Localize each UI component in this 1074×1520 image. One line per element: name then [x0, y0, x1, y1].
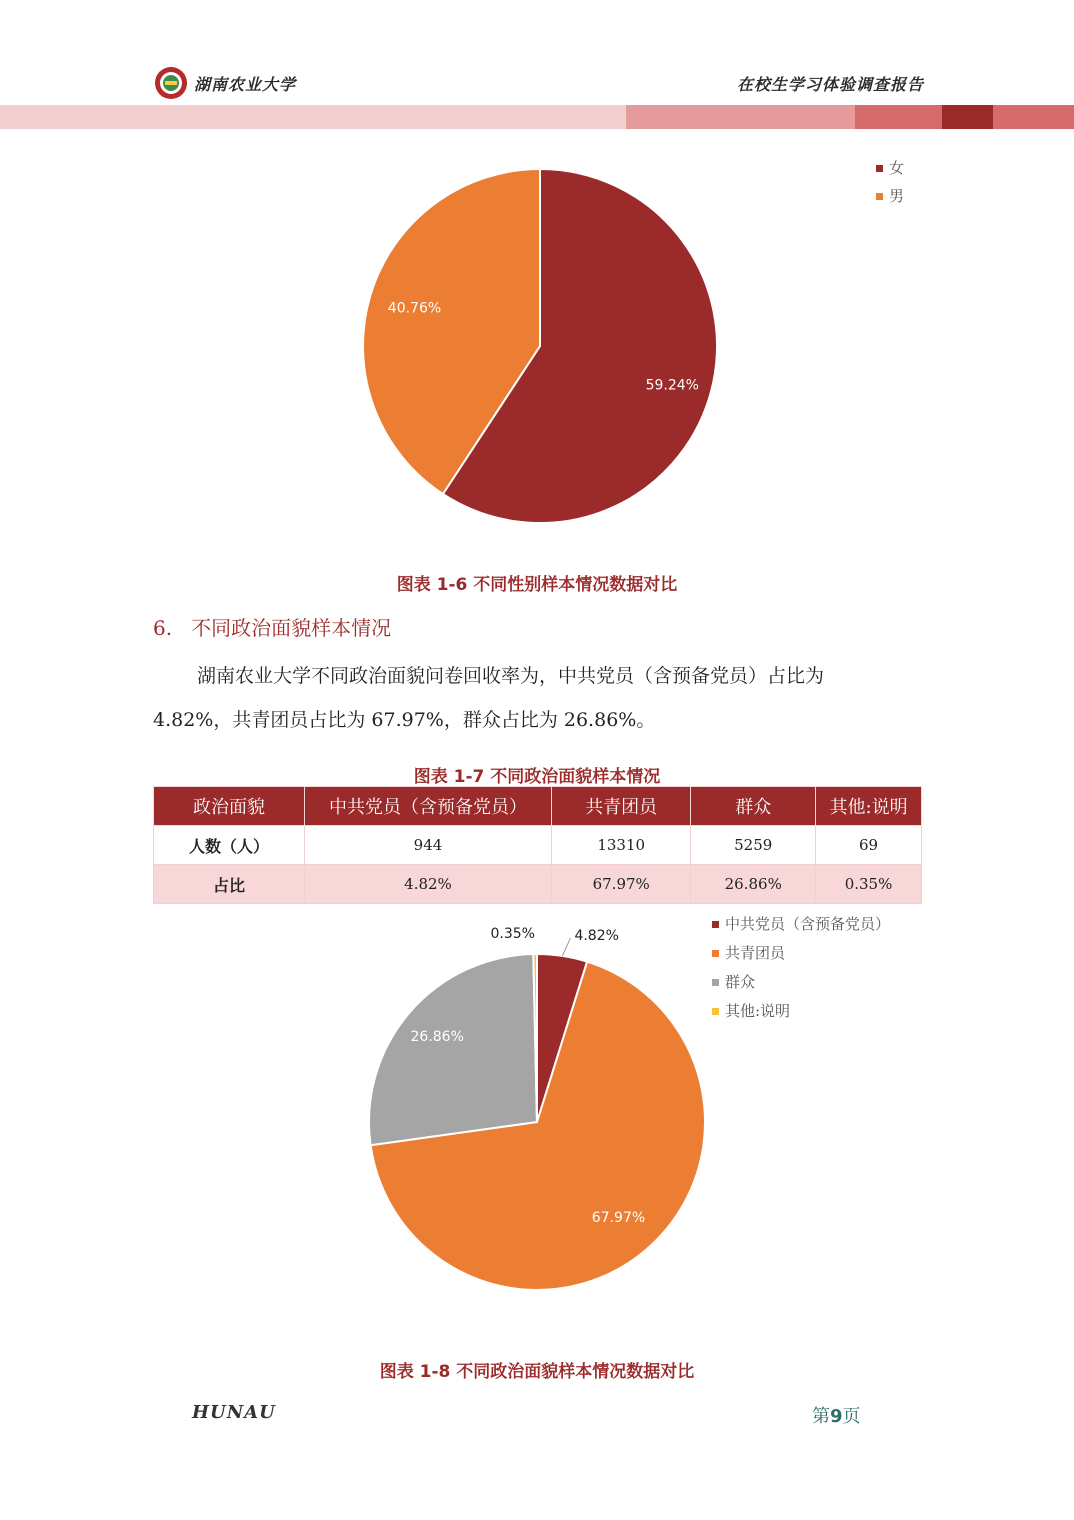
table-header-cell: 群众	[691, 787, 816, 826]
legend-label: 共青团员	[725, 944, 786, 962]
pie-data-label: 26.86%	[410, 1029, 464, 1046]
table-cell: 26.86%	[691, 865, 816, 904]
table-cell: 67.97%	[552, 865, 691, 904]
header-band-2	[626, 105, 855, 129]
pie-slice	[369, 954, 537, 1145]
legend-label: 中共党员（含预备党员）	[725, 915, 891, 933]
legend-item-masses	[712, 968, 890, 997]
legend-swatch	[712, 950, 719, 957]
legend-swatch	[712, 1008, 719, 1015]
report-title: 在校生学习体验调查报告	[736, 75, 924, 94]
paragraph-line-2: 4.82%，共青团员占比为 67.97%，群众占比为 26.86%。	[153, 709, 656, 731]
legend-label: 女	[889, 159, 905, 177]
political-legend	[712, 910, 890, 1026]
header-band-3	[855, 105, 942, 129]
table-cell: 69	[816, 826, 922, 865]
table-caption: 图表 1-7 不同政治面貌样本情况	[413, 767, 661, 787]
table-row	[154, 865, 922, 904]
table-cell: 4.82%	[304, 865, 551, 904]
university-name: 湖南农业大学	[194, 75, 297, 94]
header-band-1	[0, 105, 626, 129]
page-prefix: 第	[812, 1406, 830, 1427]
pie-data-label: 4.82%	[574, 928, 619, 945]
legend-swatch	[876, 165, 883, 172]
political-status-table	[153, 786, 922, 904]
page-suffix: 页	[842, 1406, 861, 1427]
gender-chart-caption: 图表 1-6 不同性别样本情况数据对比	[396, 575, 678, 595]
table-header-cell: 共青团员	[552, 787, 691, 826]
legend-swatch	[876, 193, 883, 200]
gender-legend	[876, 154, 904, 210]
pie-data-label: 40.76%	[387, 300, 442, 317]
label-leader-line	[562, 938, 570, 956]
gender-pie-chart	[340, 150, 740, 550]
table-cell: 0.35%	[816, 865, 922, 904]
university-logo-icon	[154, 66, 188, 100]
table-row-header: 占比	[154, 865, 305, 904]
political-chart-caption: 图表 1-8 不同政治面貌样本情况数据对比	[379, 1362, 695, 1382]
legend-swatch	[712, 921, 719, 928]
legend-label: 男	[889, 187, 905, 205]
table-cell: 13310	[552, 826, 691, 865]
page-number	[812, 1402, 861, 1428]
legend-item-male	[876, 182, 904, 210]
legend-item-other	[712, 997, 890, 1026]
pie-data-label: 67.97%	[591, 1210, 646, 1227]
table-header-cell: 政治面貌	[154, 787, 305, 826]
section-heading: 6. 不同政治面貌样本情况	[153, 616, 392, 640]
legend-item-league-member	[712, 939, 890, 968]
table-header-cell: 中共党员（含预备党员）	[304, 787, 551, 826]
legend-swatch	[712, 979, 719, 986]
pie-data-label: 59.24%	[645, 377, 699, 394]
legend-label: 其他:说明	[725, 1002, 791, 1020]
table-header-cell: 其他:说明	[816, 787, 922, 826]
legend-label: 群众	[725, 973, 756, 991]
political-pie-chart	[340, 915, 740, 1315]
header-band-4	[942, 105, 993, 129]
page-number-value: 9	[830, 1406, 843, 1427]
footer-logo-text: HUNAU	[192, 1402, 276, 1423]
legend-item-female	[876, 154, 904, 182]
table-row	[154, 826, 922, 865]
pie-data-label: 0.35%	[490, 926, 535, 943]
paragraph-line-1: 湖南农业大学不同政治面貌问卷回收率为，中共党员（含预备党员）占比为	[197, 665, 825, 687]
header-band-5	[993, 105, 1074, 129]
table-header-row	[154, 787, 922, 826]
table-row-header: 人数（人）	[154, 826, 305, 865]
legend-item-party-member	[712, 910, 890, 939]
table-cell: 944	[304, 826, 551, 865]
table-cell: 5259	[691, 826, 816, 865]
